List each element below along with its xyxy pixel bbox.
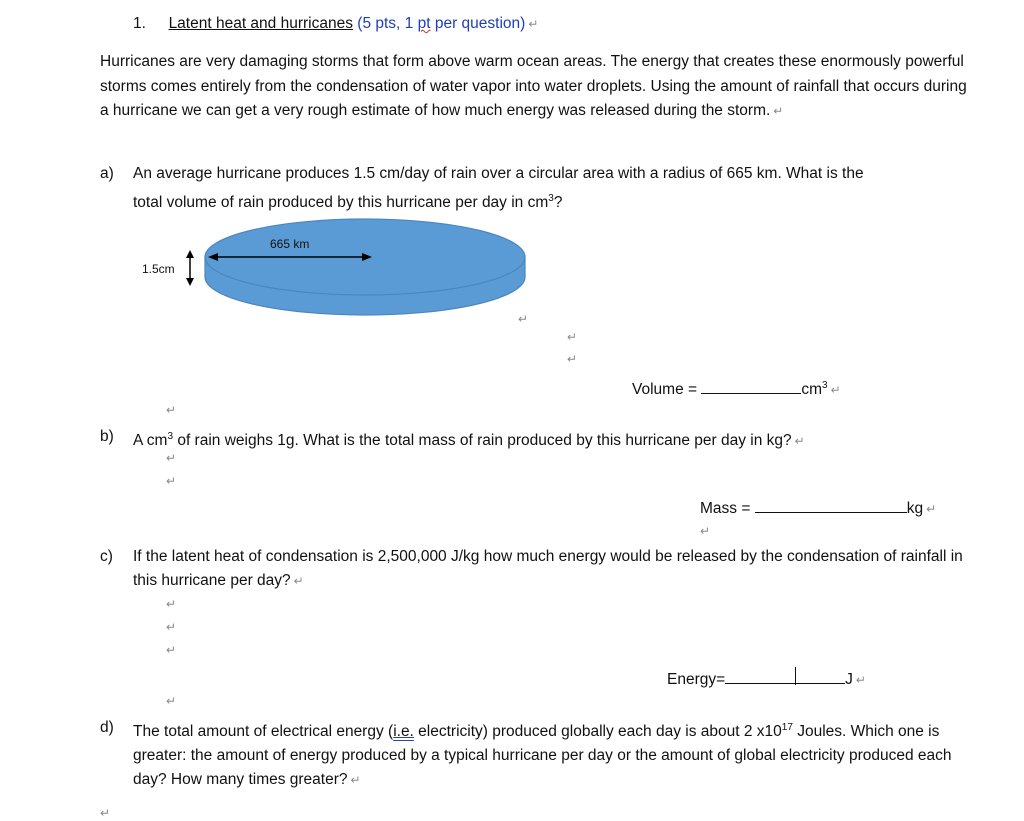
part-a-line2-text: total volume of rain produced by this hurricane per day in cm [133, 194, 549, 212]
part-c-label: c) [100, 548, 113, 565]
return-mark: ↵ [166, 643, 177, 657]
return-mark: ↵ [350, 773, 361, 788]
question-heading [133, 12, 538, 36]
mass-answer [700, 497, 936, 521]
points-pre: (5 pts, 1 [352, 15, 418, 32]
volume-blank[interactable] [701, 379, 801, 394]
return-mark: ↵ [166, 620, 177, 634]
volume-label: Volume = [632, 381, 702, 399]
radius-label: 665 km [270, 237, 310, 251]
mass-blank[interactable] [755, 498, 907, 513]
return-mark: ↵ [830, 383, 841, 398]
volume-answer [632, 374, 841, 402]
return-mark: ↵ [100, 806, 111, 820]
return-mark: ↵ [166, 474, 177, 488]
return-mark: ↵ [773, 104, 784, 118]
part-a-line1: An average hurricane produces 1.5 cm/day of rain over a circular area with a radius of 665 km. What is the [133, 165, 864, 182]
part-d-label: d) [100, 719, 114, 736]
question-title: Latent heat and hurricanes [168, 15, 353, 32]
energy-blank[interactable] [725, 669, 845, 684]
part-d-text-pre: The total amount of electrical energy ( [133, 723, 394, 741]
return-mark: ↵ [166, 694, 177, 708]
part-d-ie: i.e. [393, 723, 414, 741]
part-d-sup: 17 [781, 722, 793, 733]
part-c-text [133, 545, 973, 593]
return-mark: ↵ [166, 597, 177, 611]
height-arrowhead-top [186, 250, 194, 258]
return-mark: ↵ [700, 524, 711, 538]
part-d-text [133, 716, 973, 792]
question-number: 1. [133, 15, 146, 32]
volume-unit: cm [801, 381, 823, 399]
part-a-line2 [133, 187, 562, 215]
mass-unit: kg [906, 500, 924, 517]
part-b-sup: 3 [167, 431, 174, 442]
rain-cylinder-diagram [130, 218, 530, 338]
part-d-text-post: Joules. Which one is greater: the amount of energy produced by a typical hurricane per day or the amount of global electricity produced each day? How many times greater? [133, 723, 952, 789]
height-label: 1.5cm [142, 262, 175, 276]
energy-label: Energy= [667, 671, 726, 688]
points-post: per question) [430, 15, 526, 32]
mass-label: Mass = [700, 500, 755, 517]
part-d-text-mid: electricity) produced globally each day is about 2 x10 [413, 723, 782, 741]
return-mark: ↵ [166, 451, 177, 465]
return-mark: ↵ [518, 312, 529, 326]
points-pt: pt [417, 15, 431, 32]
part-c-text-body: If the latent heat of condensation is 2,500,000 J/kg how much energy would be released by the condensation of rainfall in this hurricane per day? [133, 548, 963, 589]
return-mark: ↵ [293, 574, 304, 588]
intro-paragraph [100, 50, 970, 124]
return-mark: ↵ [794, 434, 805, 449]
energy-unit: J [845, 671, 853, 688]
return-mark: ↵ [855, 673, 866, 687]
height-arrowhead-bottom [186, 278, 194, 286]
return-mark: ↵ [926, 502, 937, 516]
part-a-line2-end: ? [553, 194, 563, 212]
part-b-text [133, 425, 805, 453]
part-b-text-post: of rain weighs 1g. What is the total mass of rain produced by this hurricane per day in kg? [173, 432, 792, 450]
return-mark: ↵ [567, 352, 578, 366]
part-a-label: a) [100, 165, 114, 182]
energy-answer [667, 668, 866, 692]
intro-text: Hurricanes are very damaging storms that form above warm ocean areas. The energy that creates these enormously powerful storms comes entirely from the condensation of water vapor into water droplets. Using the amount of rainfall that occurs during a hurricane we can get a very rough estimate of how much energy was released during the storm. [100, 53, 967, 119]
part-b-text-pre: A cm [133, 432, 168, 450]
return-mark: ↵ [528, 17, 539, 31]
part-a-sup: 3 [548, 193, 554, 204]
return-mark: ↵ [567, 330, 578, 344]
text-cursor [795, 667, 796, 685]
return-mark: ↵ [166, 403, 177, 417]
part-b-label: b) [100, 428, 114, 445]
volume-unit-sup: 3 [822, 380, 828, 391]
